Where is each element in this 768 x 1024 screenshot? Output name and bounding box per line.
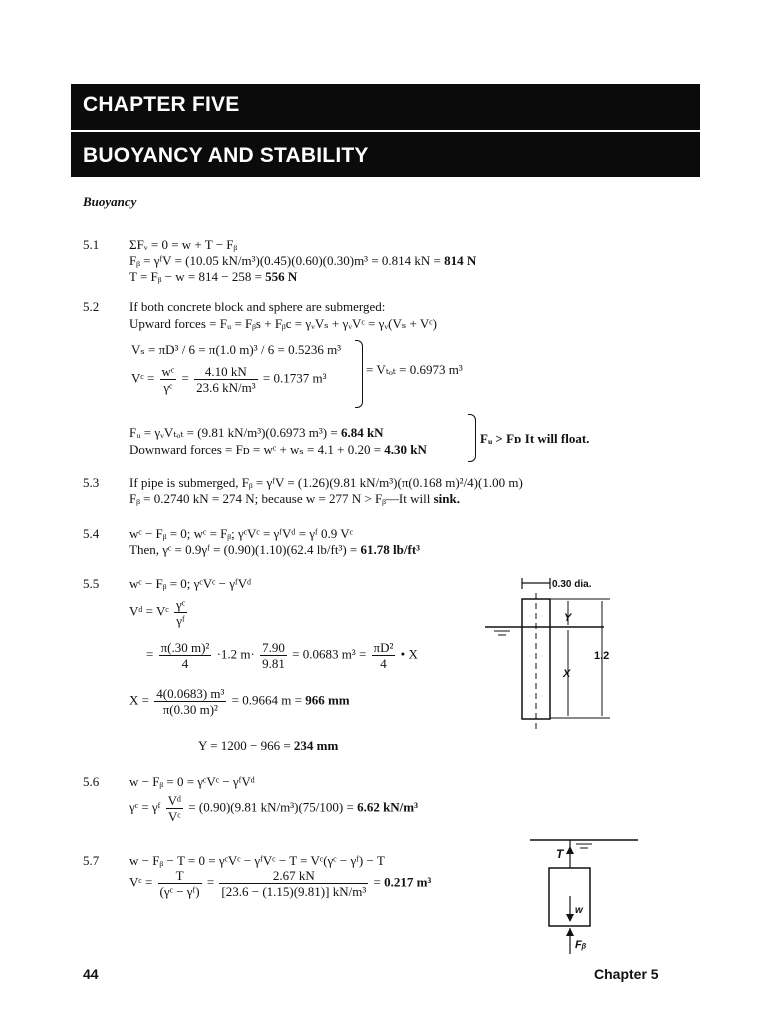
equation-line: = Vₜₒₜ = 0.6973 m³ bbox=[366, 362, 463, 377]
equation-line: Upward forces = Fᵤ = Fᵦs + Fᵦc = γᵥVₛ + γᵥVᶜ = γᵥ(Vₛ + Vᶜ) bbox=[129, 316, 437, 331]
weight-arrow bbox=[566, 914, 574, 922]
answer: 234 mm bbox=[293, 738, 339, 753]
answer: 61.78 lb/ft³ bbox=[360, 542, 421, 557]
equation-text: Vᶜ = bbox=[131, 370, 155, 386]
equation-text: ·1.2 m· bbox=[216, 646, 255, 662]
height-label: 1.2 bbox=[594, 650, 610, 662]
equation-line bbox=[129, 491, 460, 507]
problem-number: 5.6 bbox=[83, 774, 100, 789]
equation-text: T = Fᵦ − w = 814 − 258 = bbox=[129, 269, 266, 284]
fraction bbox=[260, 640, 287, 671]
equation-text: Fᵦ = γᶠV = (10.05 kN/m³)(0.45)(0.60)(0.30)m³ = 0.814 kN = bbox=[129, 253, 445, 268]
equation-text: = (0.90)(9.81 kN/m³)(75/100) = bbox=[188, 799, 358, 815]
equation-line: w − Fᵦ = 0 = γᶜVᶜ − γᶠVᵈ bbox=[129, 774, 255, 789]
buoyancy-arrow bbox=[566, 928, 574, 936]
answer: 966 mm bbox=[305, 692, 350, 708]
numerator: 4(0.0683) m³ bbox=[156, 686, 225, 701]
equation-line bbox=[129, 253, 476, 269]
answer: 6.84 kN bbox=[340, 425, 384, 440]
equation-text: = 0.9664 m = bbox=[231, 692, 306, 708]
denominator: Vᶜ bbox=[167, 809, 181, 824]
numerator: πD² bbox=[373, 640, 394, 655]
equation-text: = 0.0683 m³ = bbox=[292, 646, 367, 662]
numerator: 4.10 kN bbox=[194, 364, 258, 380]
banner-divider bbox=[71, 130, 700, 132]
equation-text: Downward forces = Fᴅ = wᶜ + wₛ = 4.1 + 0.20 = bbox=[129, 442, 385, 457]
section-heading: Buoyancy bbox=[83, 194, 137, 209]
chapter-title: CHAPTER FIVE bbox=[83, 93, 240, 116]
denominator: γᶠ bbox=[176, 613, 185, 628]
equation-text: Then, γᶜ = 0.9γᶠ = (0.90)(1.10)(62.4 lb/ft³) = bbox=[129, 542, 361, 557]
tension-label: T bbox=[556, 847, 564, 861]
denominator: 9.81 bbox=[262, 656, 285, 671]
equation-line bbox=[129, 686, 350, 717]
fraction bbox=[160, 364, 177, 395]
equation-text: • X bbox=[400, 646, 418, 662]
equation-line: Vᶜ = $\frac{T}{\text{(γᶜ − γᶠ)}}$ = $\frac{2.67 kN}{\text{[23.6 − (1.15)(9.81)] kN/m³}}$ = 0.217 m³ bbox=[129, 868, 432, 899]
denominator: 4 bbox=[380, 656, 387, 671]
answer: 556 N bbox=[265, 269, 298, 284]
denominator: 4 bbox=[181, 656, 189, 671]
equation-text: = 0.1737 m³ bbox=[262, 370, 327, 386]
equation-line bbox=[129, 269, 297, 285]
denominator: (γᶜ − γᶠ) bbox=[159, 884, 200, 899]
fraction bbox=[372, 640, 396, 671]
answer: 4.30 kN bbox=[384, 442, 427, 457]
figure-cylinder bbox=[480, 575, 640, 735]
problem-number: 5.7 bbox=[83, 853, 100, 868]
numerator: 7.90 bbox=[262, 640, 285, 655]
equation-line: wᶜ − Fᵦ = 0; γᶜVᶜ − γᶠVᵈ bbox=[129, 576, 252, 591]
tension-arrow bbox=[566, 846, 574, 854]
fraction bbox=[194, 364, 258, 395]
chapter-subtitle: BUOYANCY AND STABILITY bbox=[83, 144, 369, 167]
fraction bbox=[219, 868, 368, 899]
numerator: γᶜ bbox=[176, 597, 186, 612]
problem-number: 5.2 bbox=[83, 299, 100, 314]
problem-number: 5.1 bbox=[83, 237, 100, 252]
right-brace bbox=[468, 414, 476, 462]
diameter-label: 0.30 dia. bbox=[552, 579, 592, 590]
equation-text: = bbox=[373, 874, 385, 890]
equation-text: Fᵤ = γᵥVₜₒₜ = (9.81 kN/m³)(0.6973 m³) = bbox=[129, 425, 341, 440]
numerator: π(.30 m)² bbox=[160, 640, 210, 655]
problem-number: 5.5 bbox=[83, 576, 100, 591]
answer: 6.62 kN/m³ bbox=[357, 799, 419, 815]
denominator: γᶜ bbox=[163, 380, 173, 395]
equation-line: ΣFᵥ = 0 = w + T − Fᵦ bbox=[129, 237, 238, 252]
problem-number: 5.3 bbox=[83, 475, 100, 490]
x-label: X bbox=[563, 668, 571, 680]
chapter-banner bbox=[71, 84, 700, 177]
numerator: wᶜ bbox=[161, 364, 175, 379]
figure-block bbox=[530, 834, 640, 960]
numerator: 2.67 kN bbox=[219, 868, 368, 884]
fraction bbox=[154, 686, 226, 717]
page-number: 44 bbox=[83, 966, 99, 982]
weight-label: w bbox=[575, 905, 583, 916]
equation-line bbox=[198, 738, 338, 754]
answer: sink. bbox=[433, 491, 460, 506]
equation-text: Vᶜ = bbox=[129, 874, 153, 890]
problem-number: 5.4 bbox=[83, 526, 100, 541]
fraction bbox=[166, 793, 183, 824]
equation-line: = $\frac{\text{π(.30 m)²}}{4}$ ·1.2 m· $\frac{7.90}{9.81}$ = 0.0683 m³ = $\frac{\text{πD²}}{4}$ • X bbox=[146, 640, 418, 671]
denominator: π(0.30 m)² bbox=[162, 702, 218, 717]
equation-line bbox=[129, 793, 418, 824]
equation-text: Vᵈ = Vᶜ bbox=[129, 603, 169, 619]
equation-text: X = bbox=[129, 692, 149, 708]
equation-text: γᶜ = γᶠ bbox=[129, 799, 161, 815]
fraction bbox=[159, 640, 212, 671]
answer: 0.217 m³ bbox=[384, 874, 432, 890]
text-line: If both concrete block and sphere are submerged: bbox=[129, 299, 386, 314]
equation-text: Fᵦ = 0.2740 kN = 274 N; because w = 277 N > Fᵦ—It will bbox=[129, 491, 434, 506]
equation-line: Vᶜ = $\frac{\text{wᶜ}}{\text{γᶜ}}$ = $\frac{4.10 kN}{\text{23.6 kN/m³}}$ = 0.1737 m³ bbox=[131, 364, 327, 395]
chapter-footer: Chapter 5 bbox=[594, 966, 659, 982]
equation-line: If pipe is submerged, Fᵦ = γᶠV = (1.26)(9.81 kN/m³)(π(0.168 m)²/4)(1.00 m) bbox=[129, 475, 523, 490]
equation-line: wᶜ − Fᵦ = 0; wᶜ = Fᵦ; γᶜVᶜ = γᶠVᵈ = γᶠ 0.9 Vᶜ bbox=[129, 526, 353, 541]
equation-text: Y = 1200 − 966 = bbox=[198, 738, 294, 753]
conclusion: Fᵤ > Fᴅ It will float. bbox=[480, 431, 590, 446]
equation-line bbox=[129, 425, 384, 441]
numerator: Vᵈ bbox=[167, 793, 182, 808]
fraction bbox=[158, 868, 202, 899]
buoyancy-label: Fᵦ bbox=[575, 939, 587, 951]
equation-line bbox=[129, 442, 427, 458]
denominator: 23.6 kN/m³ bbox=[196, 380, 256, 395]
answer: 814 N bbox=[444, 253, 477, 268]
equation-line: Vₛ = πD³ / 6 = π(1.0 m)³ / 6 = 0.5236 m³ bbox=[131, 342, 342, 357]
y-label: Y bbox=[564, 612, 572, 624]
numerator: T bbox=[158, 868, 202, 884]
denominator: [23.6 − (1.15)(9.81)] kN/m³ bbox=[221, 884, 367, 899]
equation-line bbox=[129, 542, 420, 558]
right-brace bbox=[355, 340, 363, 408]
fraction bbox=[174, 597, 187, 628]
equation-line: w − Fᵦ − T = 0 = γᶜVᶜ − γᶠVᶜ − T = Vᶜ(γᶜ − γᶠ) − T bbox=[129, 853, 385, 868]
equation-line bbox=[129, 597, 189, 628]
